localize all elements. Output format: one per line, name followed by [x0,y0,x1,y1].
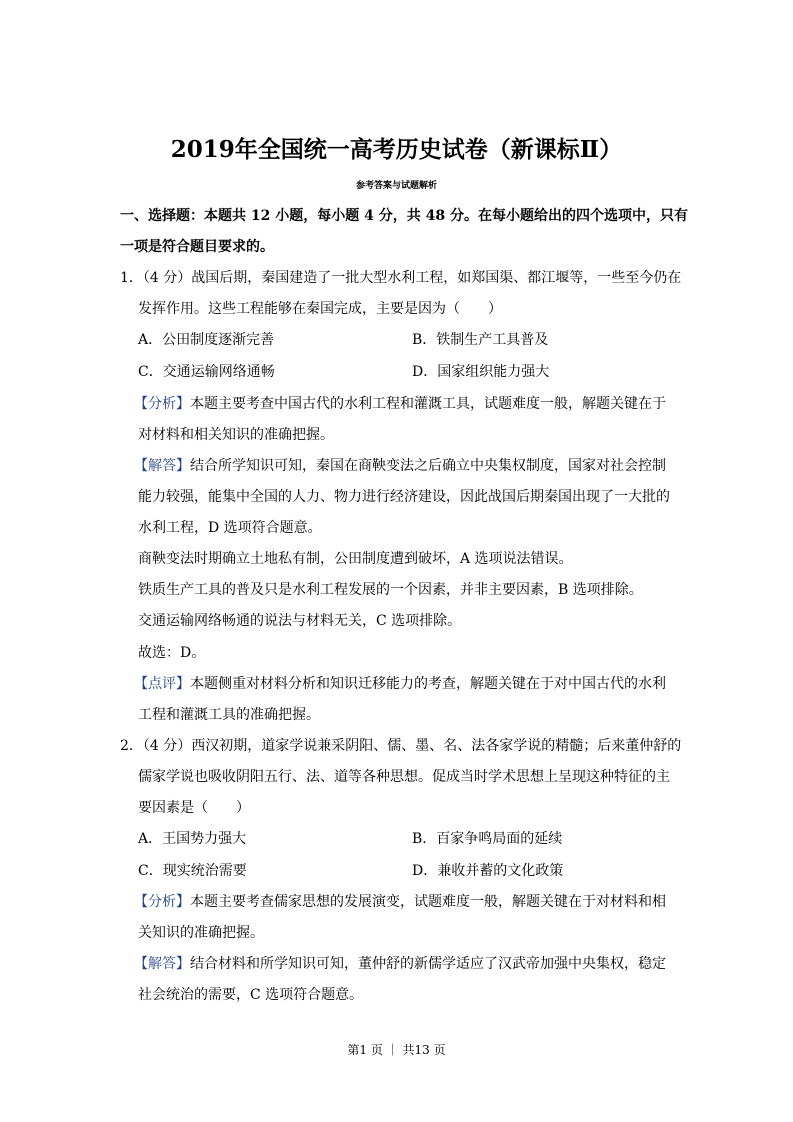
document-subtitle: 参考答案与试题解析 [355,181,437,191]
q1-analysis-text: 本题主要考查中国古代的水利工程和灌溉工具，试题难度一般，解题关键在于 [190,396,666,412]
q2-analysis-tag: 【分析】 [134,894,190,910]
q1-comment-tag: 【点评】 [134,676,190,692]
q1-option-b: B．铁制生产工具普及 [412,332,549,348]
q1-analysis-line-1 [134,394,666,414]
section-heading-line-2: 一项是符合题目要求的。 [120,239,274,255]
q1-option-c: C．交通运输网络通畅 [138,364,275,380]
q1-comment-line-2: 工程和灌溉工具的准确把握。 [138,707,320,723]
q2-answer-text: 结合材料和所学知识可知，董仲舒的新儒学适应了汉武帝加强中央集权，稳定 [190,956,666,972]
q2-option-d: D．兼收并蓄的文化政策 [412,863,564,879]
q1-answer-text: 结合所学知识可知，秦国在商鞅变法之后确立中央集权制度，国家对社会控制 [190,458,666,474]
q2-stem-line-1: 2．（4 分）西汉初期，道家学说兼采阴阳、儒、墨、名、法各家学说的精髓；后来董仲舒的 [120,738,682,754]
q1-answer-line-2: 能力较强，能集中全国的人力、物力进行经济建设，因此战国后期秦国出现了一大批的 [138,489,670,505]
q2-answer-line-2: 社会统治的需要，C 选项符合题意。 [138,987,364,1003]
q1-answer-line-3: 水利工程，D 选项符合题意。 [138,520,322,536]
q2-option-a: A．王国势力强大 [138,831,247,847]
q2-answer-line-1 [134,954,666,974]
q1-option-d: D．国家组织能力强大 [412,364,550,380]
q1-answer-line-1 [134,456,666,476]
q1-answer-line-4: 商鞅变法时期确立土地私有制，公田制度遭到破坏，A 选项说法错误。 [138,551,573,567]
q1-option-a: A．公田制度逐渐完善 [138,332,275,348]
q1-analysis-tag: 【分析】 [134,396,190,412]
q1-comment-text: 本题侧重对材料分析和知识迁移能力的考查，解题关键在于对中国古代的水利 [190,676,666,692]
q2-answer-tag: 【解答】 [134,956,190,972]
document-title: 2019年全国统一高考历史试卷（新课标Ⅱ） [170,136,623,163]
page-footer: 第1 页 ｜ 共13 页 [347,1043,446,1057]
q2-stem-line-3: 要因素是（ ） [138,800,250,816]
q1-answer-tag: 【解答】 [134,458,190,474]
q1-comment-line-1 [134,674,666,694]
section-heading-line-1: 一、选择题：本题共 12 小题，每小题 4 分，共 48 分。在每小题给出的四个选项中，只有 [120,208,688,224]
q2-analysis-text: 本题主要考查儒家思想的发展演变，试题难度一般，解题关键在于对材料和相 [190,894,666,910]
q1-stem-line-2: 发挥作用。这些工程能够在秦国完成，主要是因为（ ） [138,301,502,317]
q2-analysis-line-1 [134,892,666,912]
q1-answer-line-6: 交通运输网络畅通的说法与材料无关，C 选项排除。 [138,613,462,629]
q1-answer-line-7: 故选：D。 [138,645,206,661]
q2-stem-line-2: 儒家学说也吸收阴阳五行、法、道等各种思想。促成当时学术思想上呈现这种特征的主 [138,769,670,785]
q2-analysis-line-2: 关知识的准确把握。 [138,925,264,941]
q1-analysis-line-2: 对材料和相关知识的准确把握。 [138,427,334,443]
q1-answer-line-5: 铁质生产工具的普及只是水利工程发展的一个因素，并非主要因素，B 选项排除。 [138,582,643,598]
q1-stem-line-1: 1．（4 分）战国后期，秦国建造了一批大型水利工程，如郑国渠、都江堰等，一些至今仍在 [120,270,682,286]
q2-option-c: C．现实统治需要 [138,863,247,879]
q2-option-b: B．百家争鸣局面的延续 [412,831,563,847]
